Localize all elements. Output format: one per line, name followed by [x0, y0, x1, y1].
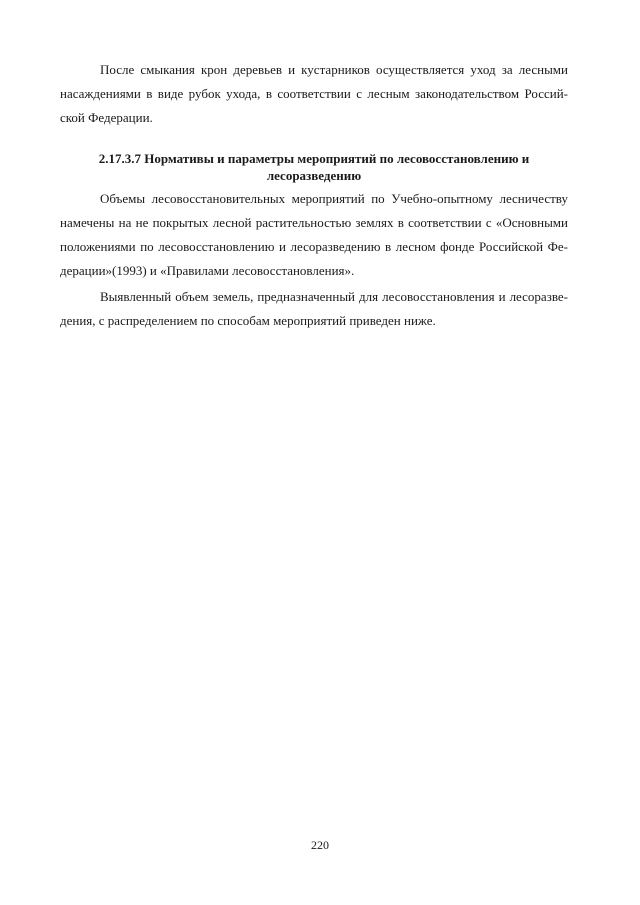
paragraph-line: Объемы лесовосстановительных мероприятий по Учебно-опытному лесничеству: [100, 191, 568, 206]
heading-line: 2.17.3.7 Нормативы и параметры мероприятий по лесовосстановлению и: [98, 151, 530, 166]
paragraph-line: дерации»(1993) и «Правилами лесовосстановления».: [60, 263, 355, 278]
paragraph-reforestation-volumes: [60, 187, 568, 283]
section-heading: [60, 150, 568, 184]
page-number: 220: [311, 838, 329, 852]
paragraph-line: насаждениями в виде рубок ухода, в соответствии с лесным законодательством Россий-: [60, 86, 568, 101]
paragraph-line: Выявленный объем земель, предназначенный для лесовосстановления и лесоразве-: [100, 289, 568, 304]
heading-line: лесоразведению: [266, 168, 362, 183]
paragraph-line: После смыкания крон деревьев и кустарников осуществляется уход за лесными: [100, 62, 568, 77]
paragraph-line: положениями по лесовосстановлению и лесоразведению в лесном фонде Российской Фе-: [60, 239, 568, 254]
paragraph-line: намечены на не покрытых лесной растительностью землях в соответствии с «Основными: [60, 215, 568, 230]
paragraph-line: дения, с распределением по способам мероприятий приведен ниже.: [60, 313, 436, 328]
paragraph-line: ской Федерации.: [60, 110, 153, 125]
paragraph-land-volume: [60, 285, 568, 333]
paragraph-forest-care: [60, 58, 568, 130]
